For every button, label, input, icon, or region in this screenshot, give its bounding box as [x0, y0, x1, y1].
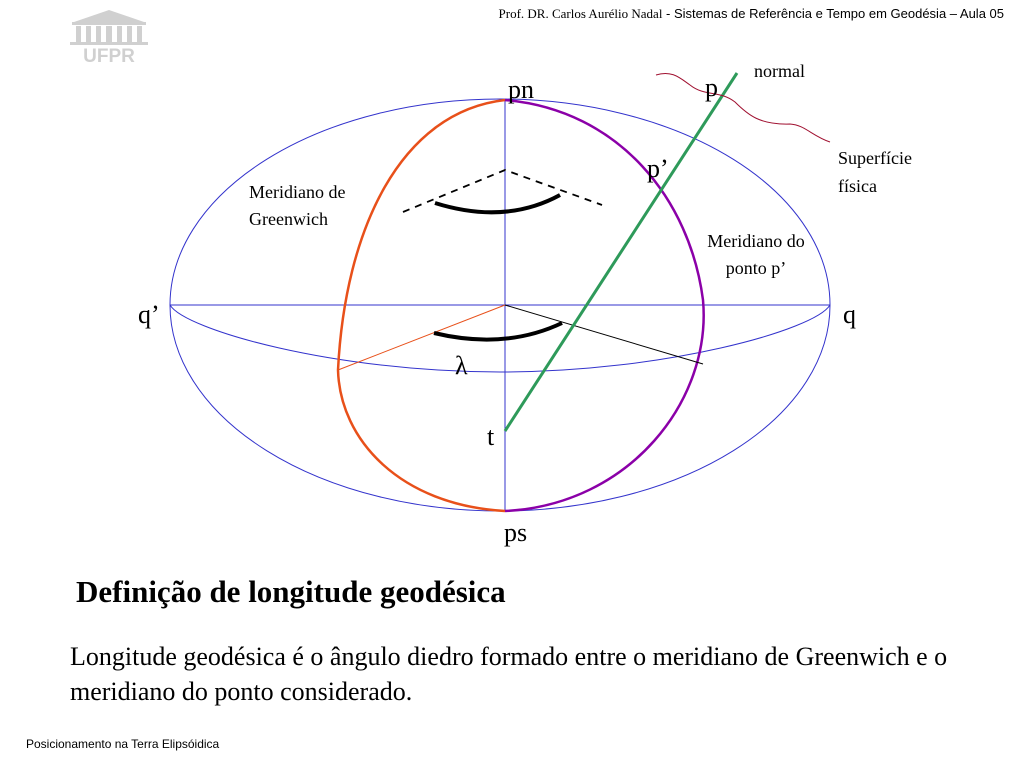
- label-t: t: [487, 422, 495, 451]
- header-author: Prof. DR. Carlos Aurélio Nadal: [498, 6, 663, 21]
- label-p-prime: p’: [647, 154, 669, 183]
- slide-title: Definição de longitude geodésica: [76, 574, 506, 609]
- slide-body: Longitude geodésica é o ângulo diedro formado entre o meridiano de Greenwich e o meridiano do ponto considerado.: [70, 642, 948, 706]
- slide-footer: Posicionamento na Terra Elipsóidica: [26, 737, 220, 751]
- logo-text: UFPR: [83, 46, 135, 64]
- label-greenwich-line1: Meridiano de: [249, 182, 346, 202]
- label-normal: normal: [754, 61, 805, 81]
- label-surface-line2: física: [838, 176, 877, 196]
- label-q-prime: q’: [138, 300, 160, 329]
- label-greenwich-line2: Greenwich: [249, 209, 328, 229]
- label-p: p: [705, 73, 718, 102]
- label-point-meridian-line2: ponto p’: [725, 258, 787, 278]
- angle-arc-pole: [435, 195, 560, 212]
- label-lambda: λ: [455, 351, 468, 380]
- pole-tangent-lines: [403, 170, 602, 212]
- label-q: q: [843, 300, 856, 329]
- normal-line: [505, 73, 737, 431]
- label-surface-line1: Superfície: [838, 148, 912, 168]
- header-course: - Sistemas de Referência e Tempo em Geodésia – Aula 05: [662, 6, 1004, 21]
- label-ps: ps: [504, 518, 528, 547]
- physical-surface-curve: [656, 73, 830, 142]
- label-point-meridian-line1: Meridiano do: [707, 231, 805, 251]
- label-pn: pn: [508, 75, 534, 104]
